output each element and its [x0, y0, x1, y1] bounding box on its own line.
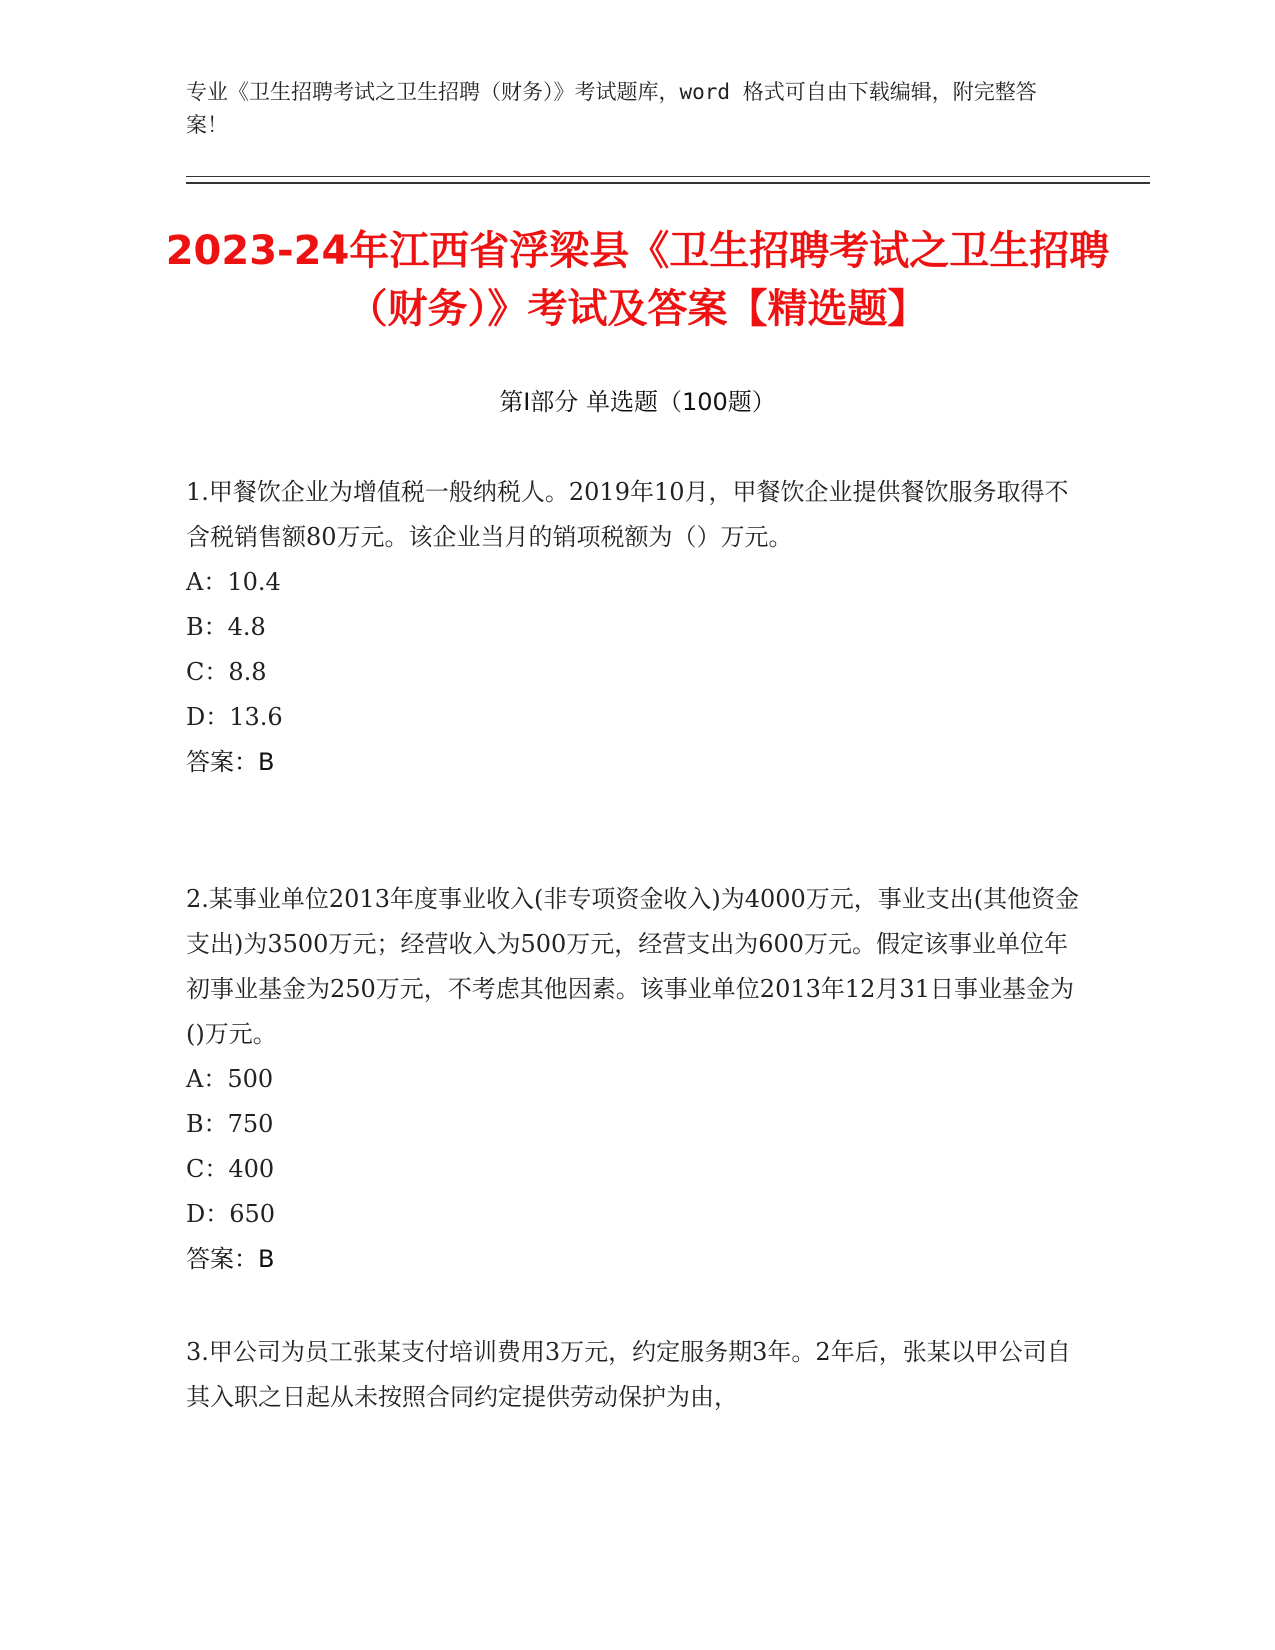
answer-line: 答案：B	[186, 748, 275, 776]
question-stem: 2.某事业单位2013年度事业收入(非专项资金收入)为4000万元，事业支出(其他资金支出)为3500万元；经营收入为500万元，经营支出为600万元。假定该事业单位年初事业基金为250万元，不考虑其他因素。该事业单位2013年12月31日事业基金为()万元。	[186, 885, 1080, 1048]
option-d: D：13.6	[186, 703, 283, 731]
option-d: D：650	[186, 1200, 276, 1228]
question-2	[186, 877, 1086, 1282]
header-divider	[186, 176, 1150, 177]
question-3	[186, 1330, 1086, 1420]
question-stem: 3.甲公司为员工张某支付培训费用3万元，约定服务期3年。2年后，张某以甲公司自其入职之日起从未按照合同约定提供劳动保护为由，	[186, 1338, 1071, 1411]
document-title: 2023-24年江西省浮梁县《卫生招聘考试之卫生招聘（财务）》考试及答案【精选题】	[165, 228, 1110, 332]
option-c: C：8.8	[186, 658, 267, 686]
question-stem: 1.甲餐饮企业为增值税一般纳税人。2019年10月，甲餐饮企业提供餐饮服务取得不含税销售额80万元。该企业当月的销项税额为（）万元。	[186, 478, 1069, 551]
option-c: C：400	[186, 1155, 275, 1183]
header-divider-double	[186, 182, 1150, 184]
option-b: B：4.8	[186, 613, 266, 641]
option-a: A：500	[186, 1065, 274, 1093]
answer-line: 答案：B	[186, 1245, 275, 1273]
option-a: A：10.4	[186, 568, 281, 596]
question-1	[186, 470, 1086, 785]
option-b: B：750	[186, 1110, 274, 1138]
section-heading: 第I部分 单选题（100题）	[499, 388, 776, 416]
header-note: 专业《卫生招聘考试之卫生招聘（财务）》考试题库，word 格式可自由下载编辑，附完整答案！	[186, 80, 1037, 137]
